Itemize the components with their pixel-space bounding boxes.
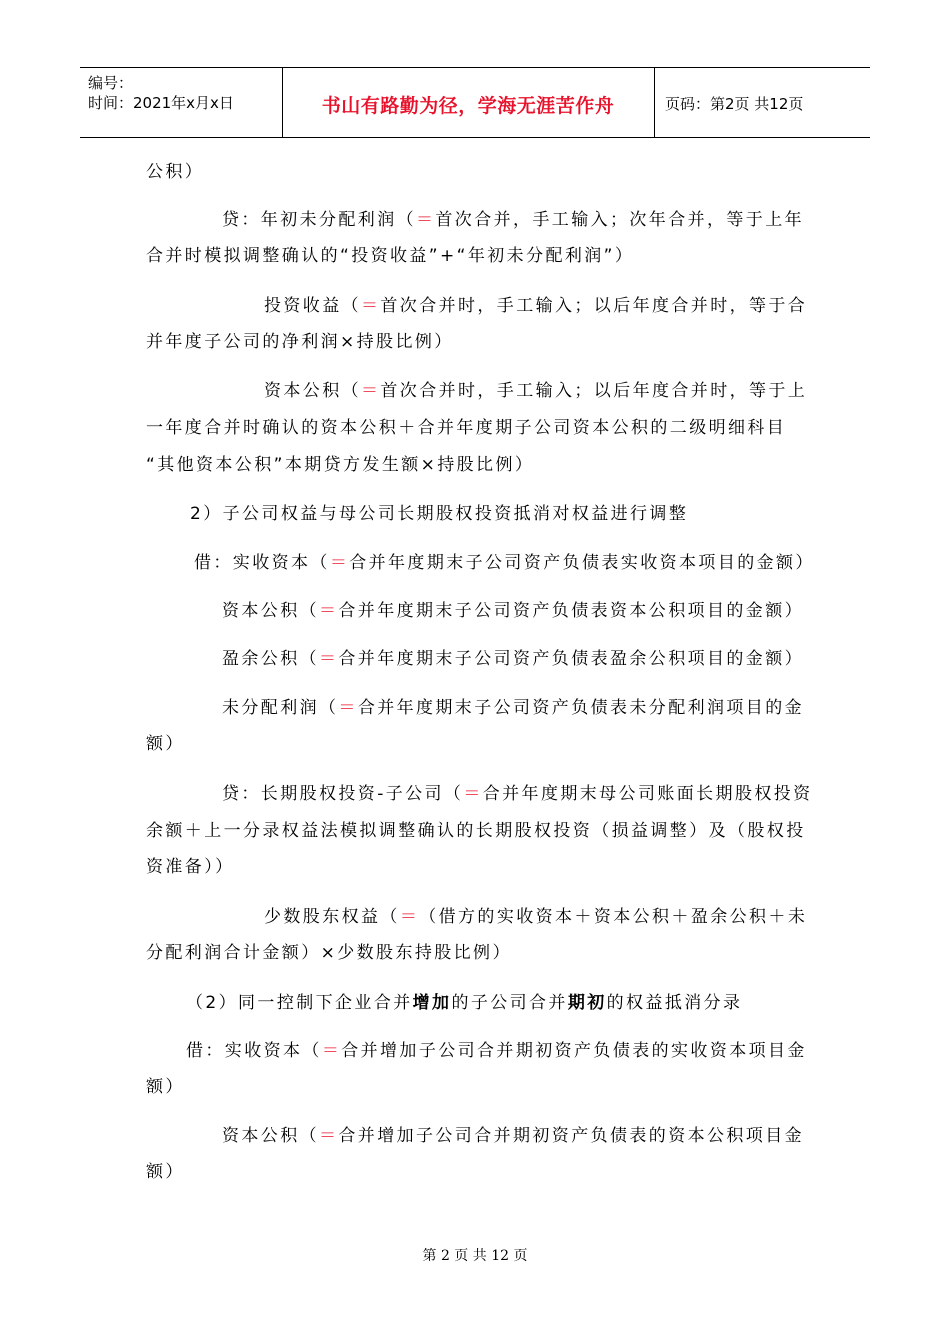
text-segment: 的子公司合并	[451, 993, 568, 1013]
text-segment: 合并年度期末子公司资产负债表盈余公积项目的金额）	[338, 649, 805, 669]
equals-sign: ＝	[321, 1041, 342, 1061]
text-segment: 的权益抵消分录	[606, 993, 743, 1013]
text-segment: 合并年度期末子公司资产负债表实收资本项目的金额）	[349, 553, 815, 573]
motto: 书山有路勤为径，学海无涯苦作舟	[321, 95, 615, 117]
text-segment: 并年度子公司的净利润×持股比例）	[146, 332, 454, 352]
text-segment: （2）同一控制下企业合并	[186, 993, 413, 1013]
text-segment: 一年度合并时确认的资本公积＋合并年度期子公司资本公积的二级明细科目	[146, 418, 787, 438]
text-line	[264, 295, 807, 317]
equals-sign: ＝	[463, 784, 483, 804]
text-segment: 贷：年初未分配利润（	[222, 210, 416, 230]
page-header	[80, 67, 870, 138]
equals-sign: ＝	[361, 296, 381, 316]
equals-sign: ＝	[319, 601, 339, 621]
header-meta-cell	[80, 68, 283, 137]
serial-label: 编号：	[88, 74, 134, 92]
emphasis-text: 期初	[567, 993, 607, 1013]
equals-sign: ＝	[361, 381, 381, 401]
text-segment: 额）	[146, 1162, 185, 1182]
page-footer: 第 2 页 共 12 页	[422, 1248, 528, 1264]
text-segment: 合并年度期末母公司账面长期股权投资	[482, 784, 813, 804]
header-page-cell	[655, 68, 870, 137]
text-line	[222, 783, 813, 805]
text-line	[146, 1161, 185, 1183]
text-line	[222, 1125, 804, 1147]
text-line	[146, 161, 204, 183]
text-line	[146, 856, 235, 878]
time-label: 时间：2021年x月x日	[88, 94, 234, 112]
text-line	[222, 209, 804, 231]
text-segment: 资本公积（	[222, 601, 319, 621]
text-segment: 合并年度期末子公司资产负债表未分配利润项目的金	[357, 698, 805, 718]
text-line	[146, 1076, 185, 1098]
text-segment: 资本公积（	[264, 381, 361, 401]
text-line	[146, 820, 806, 842]
equals-sign: ＝	[399, 907, 420, 927]
text-segment: 首次合并时，手工输入；以后年度合并时，等于上	[380, 381, 808, 401]
text-segment: 盈余公积（	[222, 649, 319, 669]
text-line	[186, 1040, 807, 1062]
text-segment: 借：实收资本（	[194, 553, 330, 573]
text-segment: 2）子公司权益与母公司长期股权投资抵消对权益进行调整	[190, 504, 689, 524]
text-line	[264, 906, 807, 928]
text-segment: 借：实收资本（	[186, 1041, 322, 1061]
text-line	[146, 331, 454, 353]
text-line	[264, 380, 807, 402]
text-segment: 投资收益（	[264, 296, 361, 316]
text-segment: 分配利润合计金额）×少数股东持股比例）	[146, 943, 512, 963]
header-motto-cell	[282, 68, 655, 137]
emphasis-text: 增加	[412, 993, 452, 1013]
equals-sign: ＝	[338, 698, 358, 718]
text-line	[194, 552, 815, 574]
text-line	[146, 417, 786, 439]
text-line	[222, 648, 804, 670]
equals-sign: ＝	[319, 1126, 339, 1146]
text-segment: 合并时模拟调整确认的“投资收益”+“年初未分配利润”）	[146, 246, 635, 266]
text-segment: （借方的实收资本＋资本公积＋盈余公积＋未	[419, 907, 808, 927]
text-segment: 少数股东权益（	[264, 907, 400, 927]
text-segment: 额）	[146, 734, 185, 754]
text-line	[222, 600, 804, 622]
equals-sign: ＝	[416, 210, 436, 230]
text-segment: 未分配利润（	[222, 698, 339, 718]
text-segment: 合并年度期末子公司资产负债表资本公积项目的金额）	[338, 601, 805, 621]
text-segment: 余额＋上一分录权益法模拟调整确认的长期股权投资（损益调整）及（股权投	[146, 821, 806, 841]
text-segment: 合并增加子公司合并期初资产负债表的资本公积项目金	[338, 1126, 805, 1146]
text-line	[190, 503, 688, 525]
text-segment: 额）	[146, 1077, 185, 1097]
text-segment: 首次合并，手工输入；次年合并，等于上年	[435, 210, 805, 230]
equals-sign: ＝	[319, 649, 339, 669]
text-segment: 贷：长期股权投资-子公司（	[222, 784, 464, 804]
text-segment: 首次合并时，手工输入；以后年度合并时，等于合	[380, 296, 808, 316]
text-line	[222, 697, 804, 719]
text-segment: 资本公积（	[222, 1126, 319, 1146]
text-line	[146, 454, 534, 476]
text-line	[146, 733, 185, 755]
text-line	[186, 992, 742, 1014]
text-line	[146, 245, 634, 267]
text-segment: “其他资本公积”本期贷方发生额×持股比例）	[146, 455, 535, 475]
text-line	[146, 942, 512, 964]
equals-sign: ＝	[329, 553, 350, 573]
text-segment: 资准备））	[146, 857, 235, 877]
page-indicator: 页码：第2页 共12页	[665, 95, 804, 113]
text-segment: 合并增加子公司合并期初资产负债表的实收资本项目金	[341, 1041, 807, 1061]
text-segment: 公积）	[146, 162, 205, 182]
